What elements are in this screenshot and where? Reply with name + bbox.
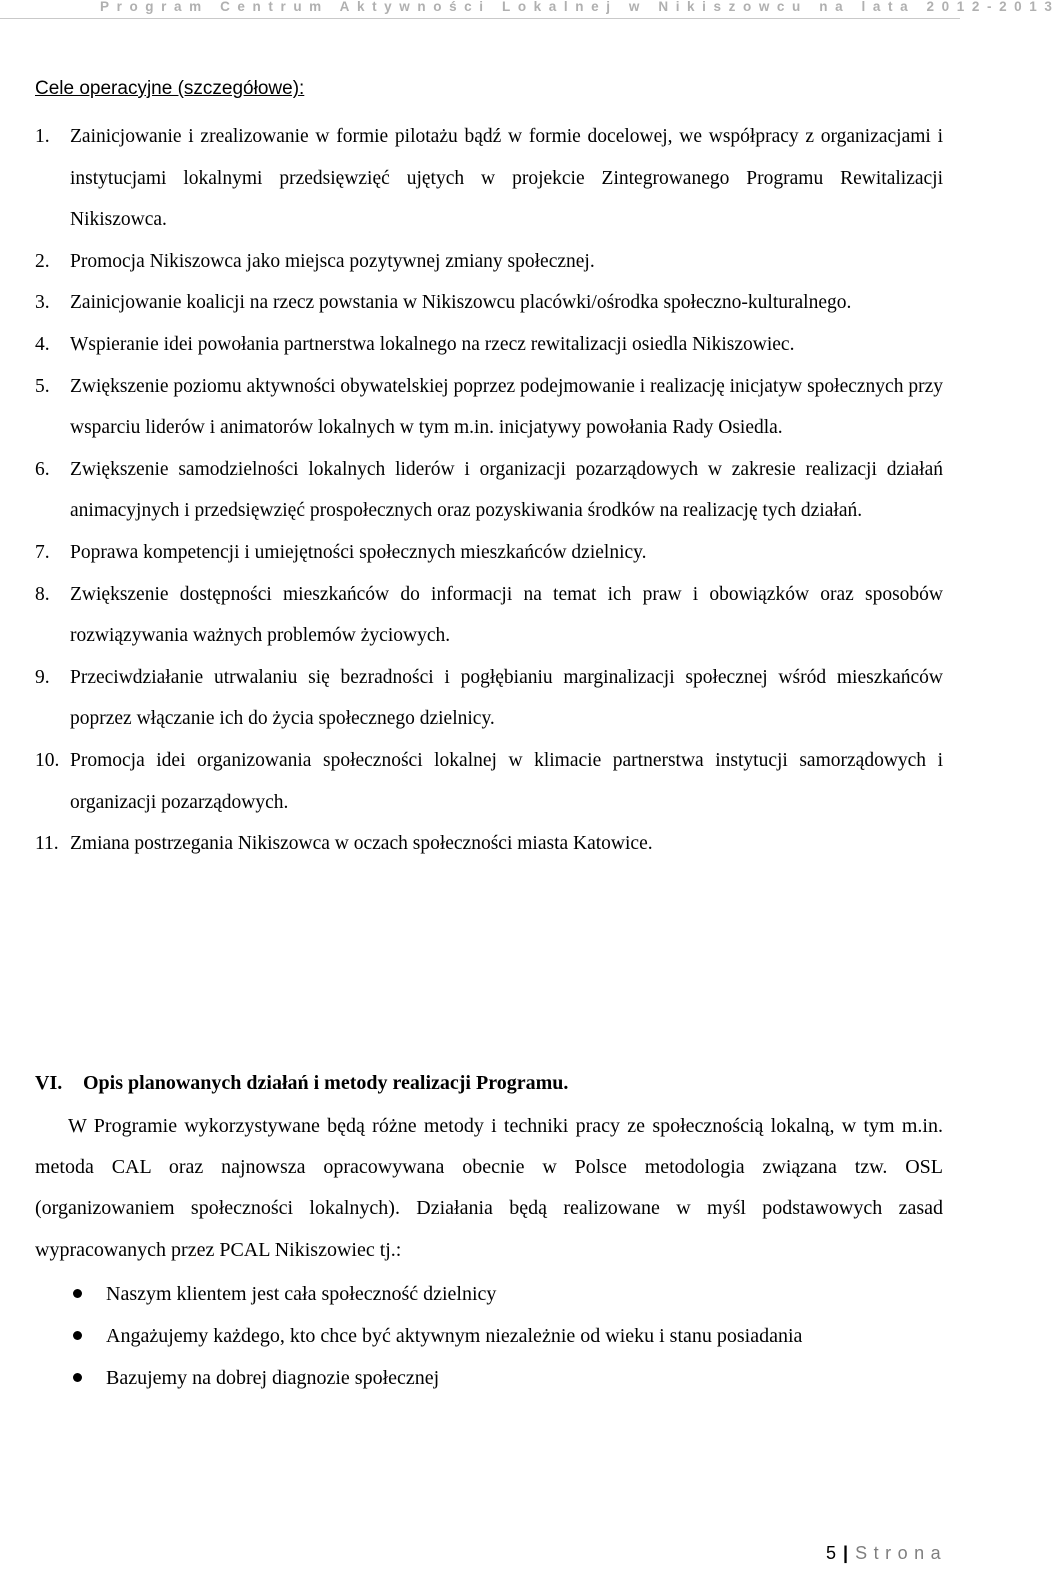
bullet-icon [73,1373,82,1382]
list-item-number: 3. [35,292,50,314]
list-item-text: Zwiększenie samodzielności lokalnych liderów i organizacji pozarządowych w zakresie realizacji działań animacyjnych i przedsięwzięć prospołecznych oraz pozyskiwania środków na realizację tych działań. [70,458,943,522]
list-item-text: Angażujemy każdego, kto chce być aktywnym niezależnie od wieku i stanu posiadania [106,1325,803,1348]
list-item [35,449,943,532]
list-item-number: 8. [35,583,50,605]
list-item-text: Wspieranie idei powołania partnerstwa lokalnego na rzecz rewitalizacji osiedla Nikiszowiec. [70,333,795,355]
list-item [35,574,943,657]
list-item [35,241,943,283]
list-item-number: 1. [35,126,50,147]
page-label: Strona [855,1543,948,1563]
list-item [35,324,943,366]
list-item-text: Przeciwdziałanie utrwalaniu się bezradności i pogłębianiu marginalizacji społecznej wśród mieszkańców poprzez włączanie ich do życia społecznego dzielnicy. [70,666,943,730]
list-item [35,532,943,574]
list-item-number: 4. [35,333,50,355]
section-title: Opis planowanych działań i metody realizacji Programu. [83,1072,569,1094]
section-heading [35,1072,568,1095]
page-footer [826,1543,947,1564]
section-number: VI. [35,1072,63,1094]
list-item-text: Zainicjowanie koalicji na rzecz powstania w Nikiszowcu placówki/ośrodka społeczno-kulturalnego. [70,292,852,314]
list-item-text: Promocja Nikiszowca jako miejsca pozytywnej zmiany społecznej. [70,250,595,272]
list-item [35,823,943,865]
list-item-text: Zainicjowanie i zrealizowanie w formie pilotażu bądź w formie docelowej, we współpracy z organizacjami i instytucjami lokalnymi przedsięwzięć ujętych w projekcie Zintegrowanego Programu Rewitalizacji Nikiszowca. [70,126,943,231]
header-title: Program Centrum Aktywności Lokalnej w Nikiszowcu na lata 2012-2013 [100,0,1060,14]
list-item [35,282,943,324]
list-item-number: 9. [35,666,50,688]
list-item [35,740,943,823]
list-item-text: Zwiększenie poziomu aktywności obywatelskiej poprzez podejmowanie i realizację inicjatyw społecznych przy wsparciu liderów i animatorów lokalnych w tym m.in. inicjatywy powołania Rady Osiedla. [70,375,943,439]
list-item-number: 10. [35,749,60,771]
list-item [35,1357,865,1399]
bullet-icon [73,1289,82,1298]
list-item-text: Zwiększenie dostępności mieszkańców do informacji na temat ich praw i obowiązków oraz sposobów rozwiązywania ważnych problemów życiowych. [70,583,943,647]
list-item-number: 5. [35,375,50,397]
bullet-icon [73,1331,82,1340]
list-item [35,1273,865,1315]
list-item-number: 2. [35,250,50,272]
list-item [35,1315,865,1357]
list-item-number: 6. [35,458,50,480]
list-item-number: 11. [35,833,59,855]
operational-goals-list [35,116,943,865]
list-item-number: 7. [35,541,50,563]
list-item-text: Zmiana postrzegania Nikiszowca w oczach społeczności miasta Katowice. [70,833,653,855]
page-number: 5 [826,1543,837,1563]
list-item-text: Promocja idei organizowania społeczności lokalnej w klimacie partnerstwa instytucji samorządowych i organizacji pozarządowych. [70,749,943,813]
operational-goals-label: Cele operacyjne (szczegółowe): [35,78,305,99]
list-item [35,657,943,740]
list-item-text: Poprawa kompetencji i umiejętności społecznych mieszkańców dzielnicy. [70,541,647,563]
list-item-text: Naszym klientem jest cała społeczność dzielnicy [106,1283,497,1305]
list-item [35,366,943,449]
principles-list [35,1273,865,1400]
page-header [0,0,1060,19]
list-item-text: Bazujemy na dobrej diagnozie społecznej [106,1367,440,1390]
section-paragraph: W Programie wykorzystywane będą różne metody i techniki pracy ze społecznością lokalną, w tym m.in. metoda CAL oraz najnowsza opracowywana obecnie w Polsce metodologia związana tzw. OSL (organizowaniem społeczności lokalnych). Działania będą realizowane w myśl podstawowych zasad wypracowanych przez PCAL Nikiszowiec tj.: [35,1115,943,1261]
list-item [35,116,943,241]
footer-separator: | [843,1543,849,1563]
